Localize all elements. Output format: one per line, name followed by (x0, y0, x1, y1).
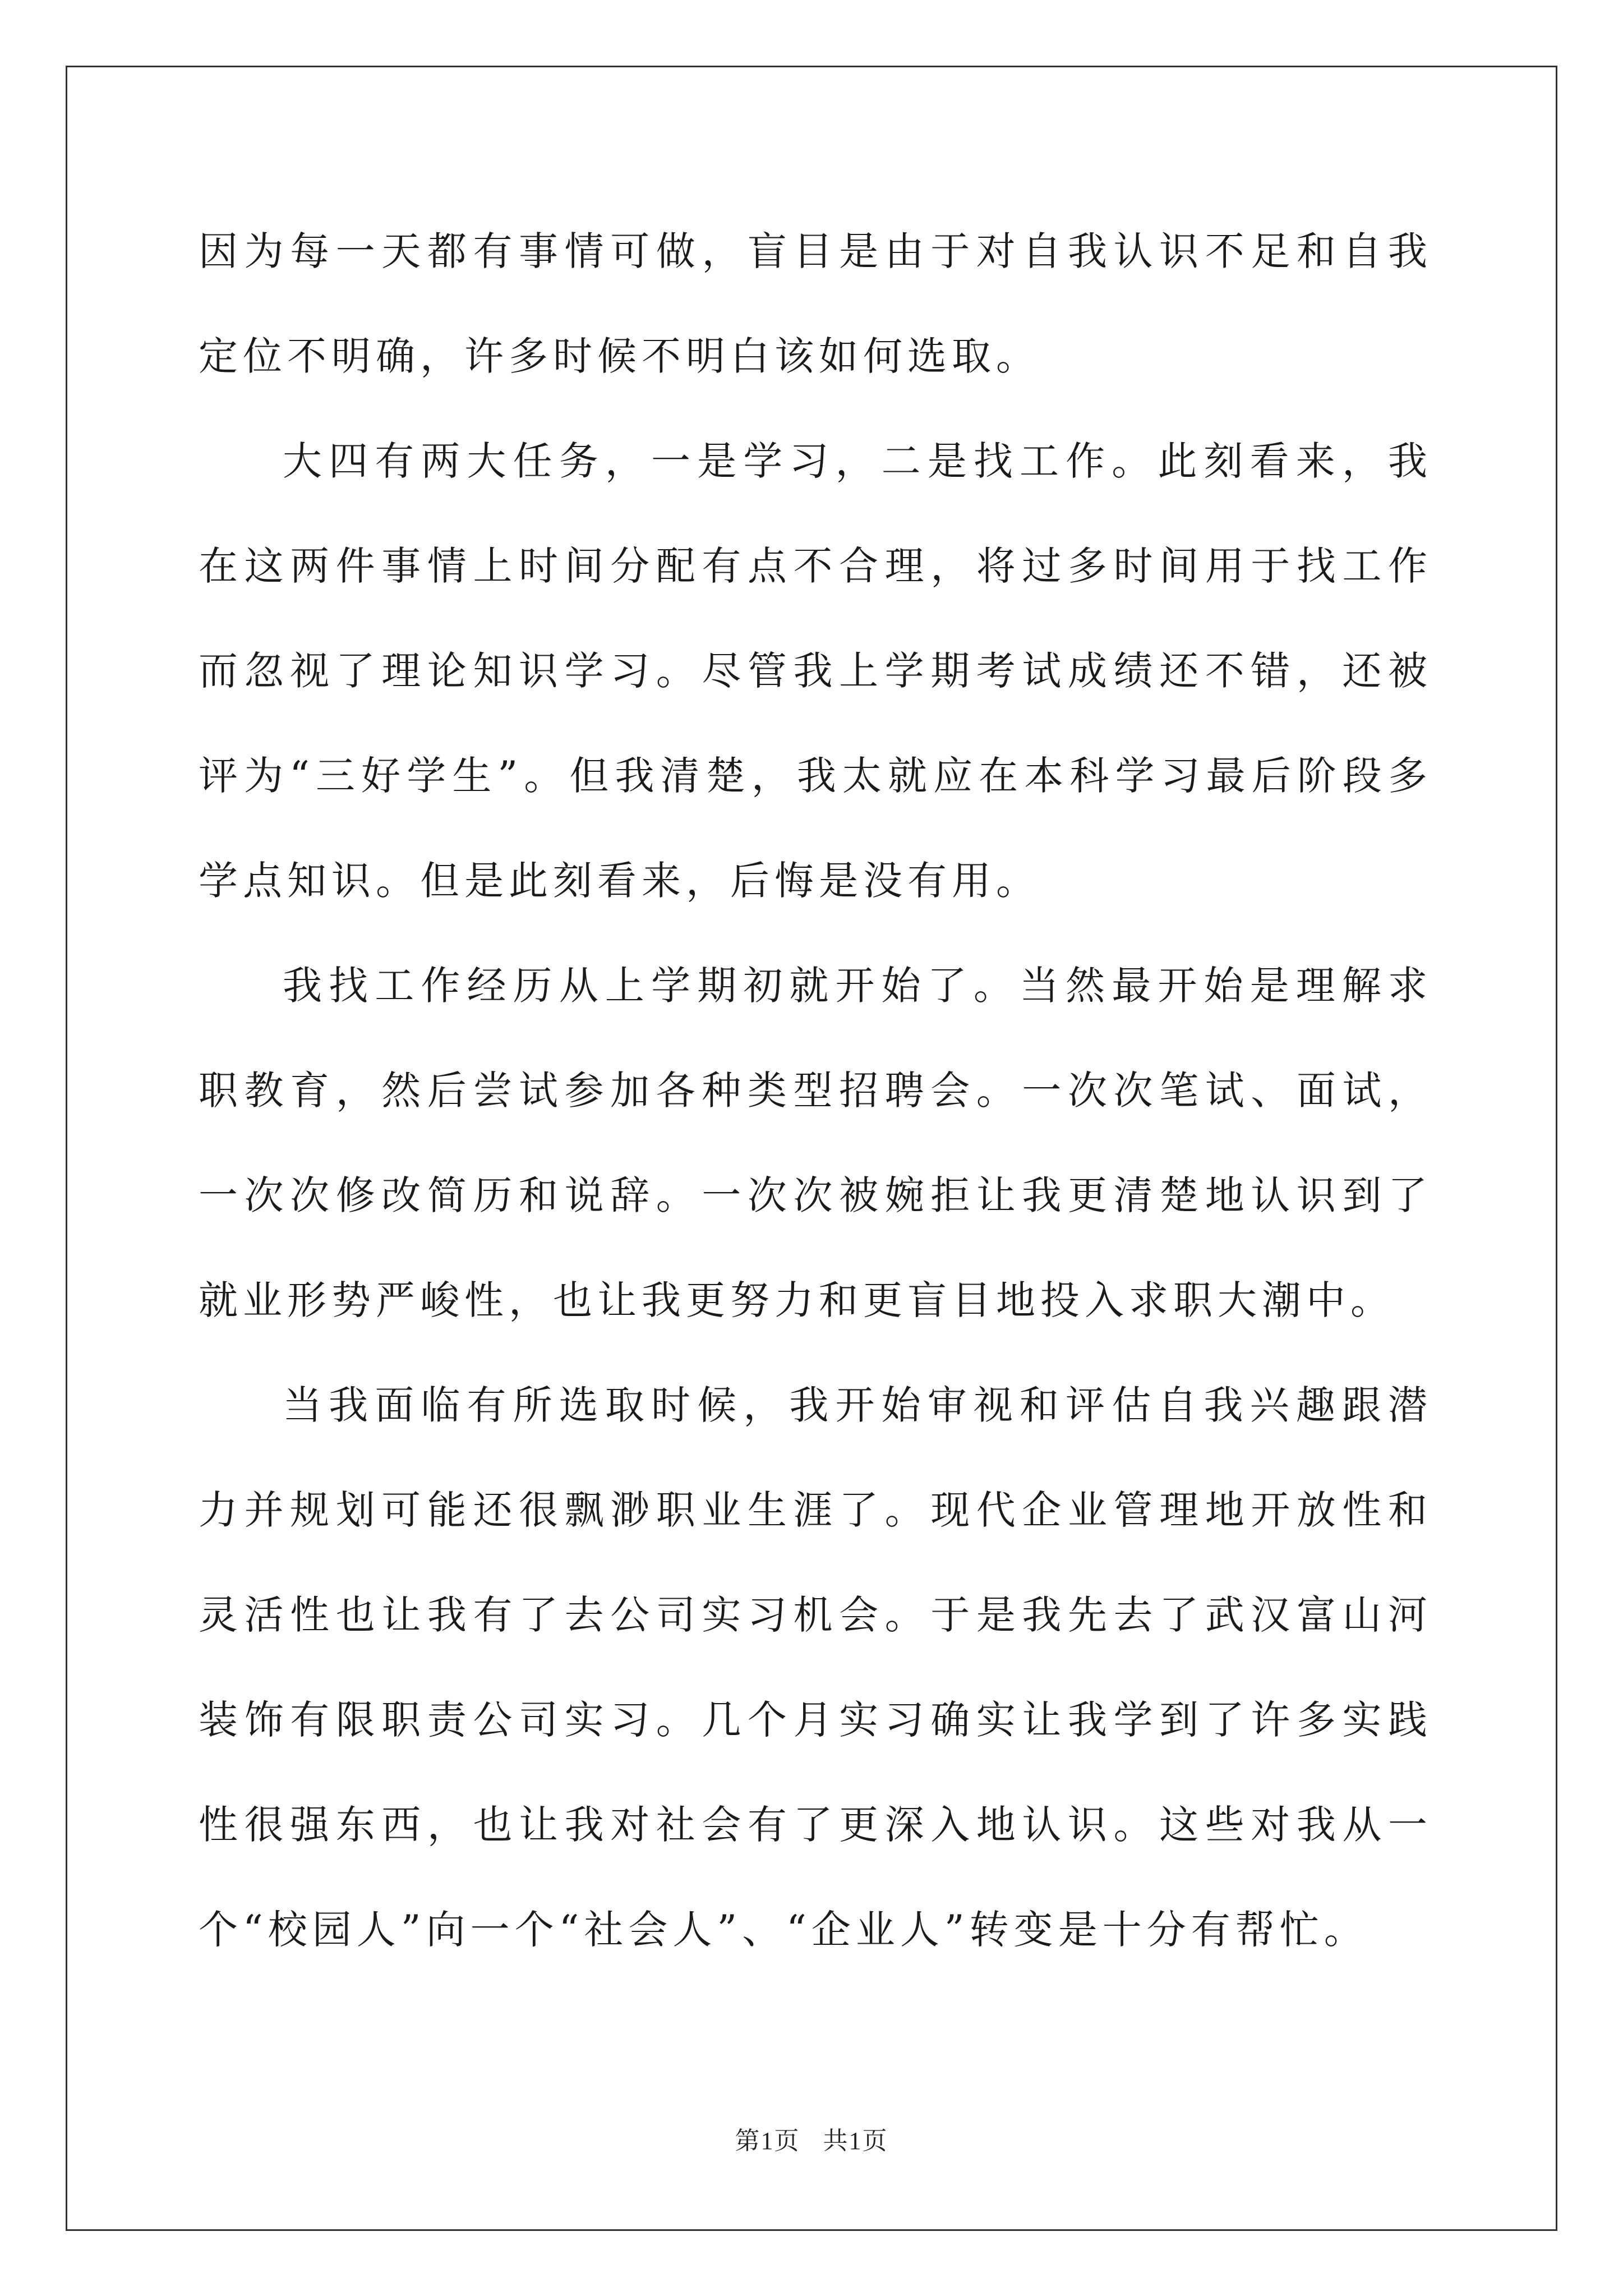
page-number-current: 第1页 (735, 2127, 800, 2155)
paragraph-2: 大四有两大任务，一是学习，二是找工作。此刻看来，我在这两件事情上时间分配有点不合理，将过多时间用于找工作而忽视了理论知识学习。尽管我上学期考试成绩还不错，还被评为“三好学生”。但我清楚，我太就应在本科学习最后阶段多学点知识。但是此刻看来，后悔是没有用。 (199, 438, 1432, 904)
paragraph-1: 因为每一天都有事情可做，盲目是由于对自我认识不足和自我定位不明确，许多时候不明白该如何选取。 (199, 228, 1432, 379)
paragraph-4: 当我面临有所选取时候，我开始审视和评估自我兴趣跟潜力并规划可能还很飘渺职业生涯了。现代企业管理地开放性和灵活性也让我有了去公司实习机会。于是我先去了武汉富山河装饰有限职责公司实习。几个月实习确实让我学到了许多实践性很强东西，也让我对社会有了更深入地认识。这些对我从一个“校园人”向一个“社会人”、“企业人”转变是十分有帮忙。 (199, 1382, 1432, 1953)
document-body (199, 199, 1432, 1982)
page-number-total: 共1页 (823, 2127, 888, 2155)
page-footer (0, 2120, 1623, 2156)
paragraph-3: 我找工作经历从上学期初就开始了。当然最开始是理解求职教育，然后尝试参加各种类型招聘会。一次次笔试、面试，一次次修改简历和说辞。一次次被婉拒让我更清楚地认识到了就业形势严峻性，也让我更努力和更盲目地投入求职大潮中。 (199, 963, 1432, 1323)
